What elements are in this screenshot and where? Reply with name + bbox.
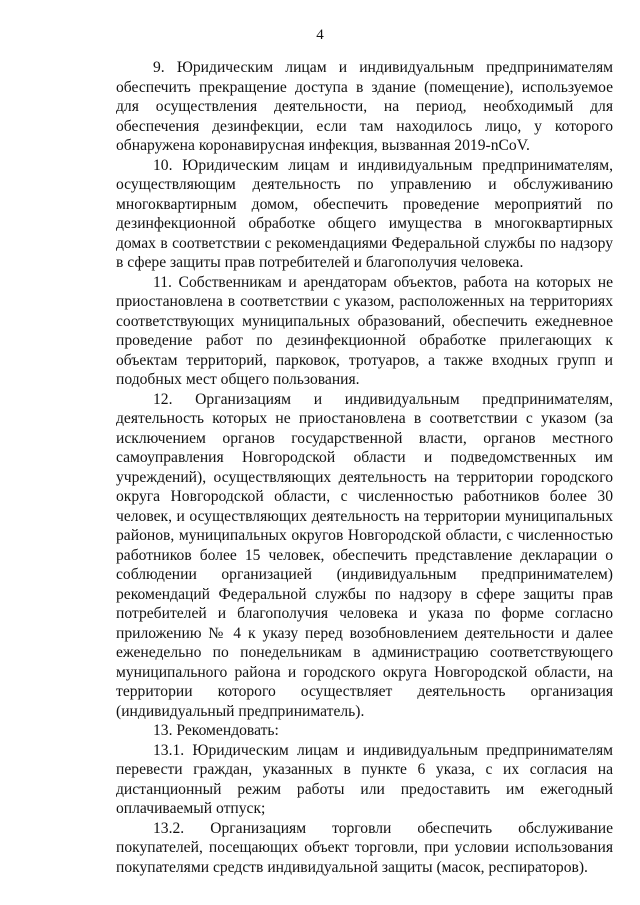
document-body bbox=[116, 58, 613, 877]
paragraph-9: 9. Юридическим лицам и индивидуальным предпринимателям обеспечить прекращение доступа в здание (помещение), используемое для осуществления деятельности, на период, необходимый для обеспечения дезинфекции, если там находилось лицо, у которого обнаружена коронавирусная инфекция, вызванная 2019-nCoV. bbox=[116, 59, 613, 154]
paragraph-13-1: 13.1. Юридическим лицам и индивидуальным предпринимателям перевести граждан, указанных в пункте 6 указа, с их согласия на дистанционный режим работы или предоставить им ежегодный оплачиваемый отпуск; bbox=[116, 741, 613, 817]
paragraph-10: 10. Юридическим лицам и индивидуальным предпринимателям, осуществляющим деятельность по управлению и обслуживанию многоквартирным домом, обеспечить проведение мероприятий по дезинфекционной обработке общего имущества в многоквартирных домах в соответствии с рекомендациями Федеральной службы по надзору в сфере защиты прав потребителей и благополучия человека. bbox=[116, 156, 613, 271]
paragraph-12: 12. Организациям и индивидуальным предпринимателям, деятельность которых не приостановлена в соответствии с указом (за исключением органов государственной власти, органов местного самоуправления Новгородской области и подведомственных им учреждений), осуществляющих деятельность на территории городского округа Новгородской области, с численностью работников более 30 человек, и осуществляющих деятельность на территории муниципальных районов, муниципальных округов Новгородской области, с численностью работников более 15 человек, обеспечить представление декларации о соблюдении организацией (индивидуальным предпринимателем) рекомендаций Федеральной службы по надзору в сфере защиты прав потребителей и благополучия человека и указа по форме согласно приложению № 4 к указу перед возобновлением деятельности и далее еженедельно по понедельникам в администрацию соответствующего муниципального района и городского округа Новгородской области, на территории которого осуществляет деятельность организация (индивидуальный предприниматель). bbox=[116, 390, 613, 720]
paragraph-13-2: 13.2. Организациям торговли обеспечить обслуживание покупателей, посещающих объект торговли, при условии использования покупателями средств индивидуальной защиты (масок, респираторов). bbox=[116, 819, 613, 876]
paragraph-11: 11. Собственникам и арендаторам объектов, работа на которых не приостановлена в соответствии с указом, расположенных на территориях соответствующих муниципальных образований, обеспечить ежедневное проведение работ по дезинфекционной обработке прилегающих к объектам территорий, парковок, тротуаров, а также входных групп и подобных мест общего пользования. bbox=[116, 273, 613, 388]
paragraph-13: 13. Рекомендовать: bbox=[153, 722, 279, 739]
page-number: 4 bbox=[316, 27, 324, 43]
